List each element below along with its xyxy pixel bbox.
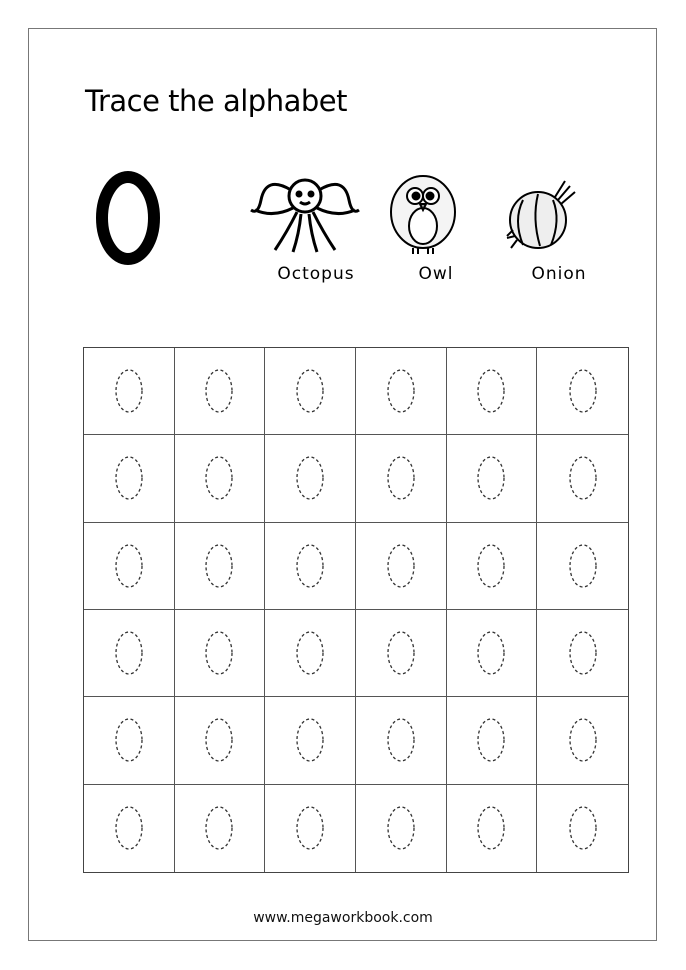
tracing-cell[interactable]	[356, 435, 447, 522]
tracing-cell[interactable]	[356, 348, 447, 435]
tracing-cell[interactable]	[265, 785, 356, 872]
tracing-cell[interactable]	[447, 785, 538, 872]
dashed-letter-o	[112, 629, 146, 677]
tracing-cell[interactable]	[265, 610, 356, 697]
dashed-letter-o	[474, 542, 508, 590]
dashed-letter-o	[293, 367, 327, 415]
onion-icon	[483, 170, 603, 250]
tracing-grid	[83, 347, 629, 873]
picture-label-onion: Onion	[531, 264, 587, 284]
dashed-letter-o	[202, 454, 236, 502]
dashed-letter-o	[202, 367, 236, 415]
dashed-letter-o	[112, 804, 146, 852]
dashed-letter-o	[566, 454, 600, 502]
dashed-letter-o	[293, 542, 327, 590]
dashed-letter-o	[566, 367, 600, 415]
tracing-cell[interactable]	[175, 610, 266, 697]
owl-icon	[363, 170, 483, 250]
picture-label-octopus: Octopus	[277, 264, 355, 284]
dashed-letter-o	[293, 804, 327, 852]
dashed-letter-o	[202, 716, 236, 764]
dashed-letter-o	[293, 629, 327, 677]
tracing-cell[interactable]	[175, 435, 266, 522]
tracing-cell[interactable]	[175, 785, 266, 872]
tracing-cell[interactable]	[84, 523, 175, 610]
tracing-cell[interactable]	[537, 785, 628, 872]
tracing-cell[interactable]	[265, 697, 356, 784]
dashed-letter-o	[384, 629, 418, 677]
tracing-cell[interactable]	[356, 697, 447, 784]
dashed-letter-o	[474, 629, 508, 677]
page-title: Trace the alphabet	[85, 84, 347, 118]
dashed-letter-o	[202, 542, 236, 590]
dashed-letter-o	[384, 367, 418, 415]
dashed-letter-o	[293, 454, 327, 502]
tracing-cell[interactable]	[175, 697, 266, 784]
tracing-cell[interactable]	[537, 523, 628, 610]
dashed-letter-o	[112, 542, 146, 590]
tracing-cell[interactable]	[537, 348, 628, 435]
dashed-letter-o	[384, 454, 418, 502]
dashed-letter-o	[474, 804, 508, 852]
dashed-letter-o	[112, 716, 146, 764]
dashed-letter-o	[202, 629, 236, 677]
tracing-cell[interactable]	[84, 610, 175, 697]
tracing-cell[interactable]	[356, 523, 447, 610]
tracing-cell[interactable]	[447, 348, 538, 435]
tracing-cell[interactable]	[265, 435, 356, 522]
dashed-letter-o	[384, 542, 418, 590]
dashed-letter-o	[384, 716, 418, 764]
dashed-letter-o	[566, 804, 600, 852]
tracing-cell[interactable]	[265, 348, 356, 435]
tracing-cell[interactable]	[175, 523, 266, 610]
dashed-letter-o	[566, 629, 600, 677]
dashed-letter-o	[474, 367, 508, 415]
tracing-cell[interactable]	[84, 697, 175, 784]
tracing-cell[interactable]	[84, 785, 175, 872]
tracing-cell[interactable]	[356, 785, 447, 872]
letter-o-large	[95, 170, 161, 270]
tracing-cell[interactable]	[84, 348, 175, 435]
dashed-letter-o	[112, 367, 146, 415]
tracing-cell[interactable]	[447, 697, 538, 784]
tracing-cell[interactable]	[447, 610, 538, 697]
dashed-letter-o	[384, 804, 418, 852]
dashed-letter-o	[112, 454, 146, 502]
tracing-cell[interactable]	[175, 348, 266, 435]
tracing-cell[interactable]	[356, 610, 447, 697]
dashed-letter-o	[566, 716, 600, 764]
dashed-letter-o	[474, 454, 508, 502]
tracing-cell[interactable]	[537, 697, 628, 784]
dashed-letter-o	[202, 804, 236, 852]
tracing-cell[interactable]	[537, 435, 628, 522]
tracing-cell[interactable]	[84, 435, 175, 522]
tracing-cell[interactable]	[265, 523, 356, 610]
footer-url: www.megaworkbook.com	[253, 910, 433, 926]
dashed-letter-o	[293, 716, 327, 764]
octopus-icon	[245, 170, 365, 250]
tracing-cell[interactable]	[447, 435, 538, 522]
dashed-letter-o	[474, 716, 508, 764]
picture-label-owl: Owl	[418, 264, 454, 284]
tracing-cell[interactable]	[537, 610, 628, 697]
dashed-letter-o	[566, 542, 600, 590]
tracing-cell[interactable]	[447, 523, 538, 610]
